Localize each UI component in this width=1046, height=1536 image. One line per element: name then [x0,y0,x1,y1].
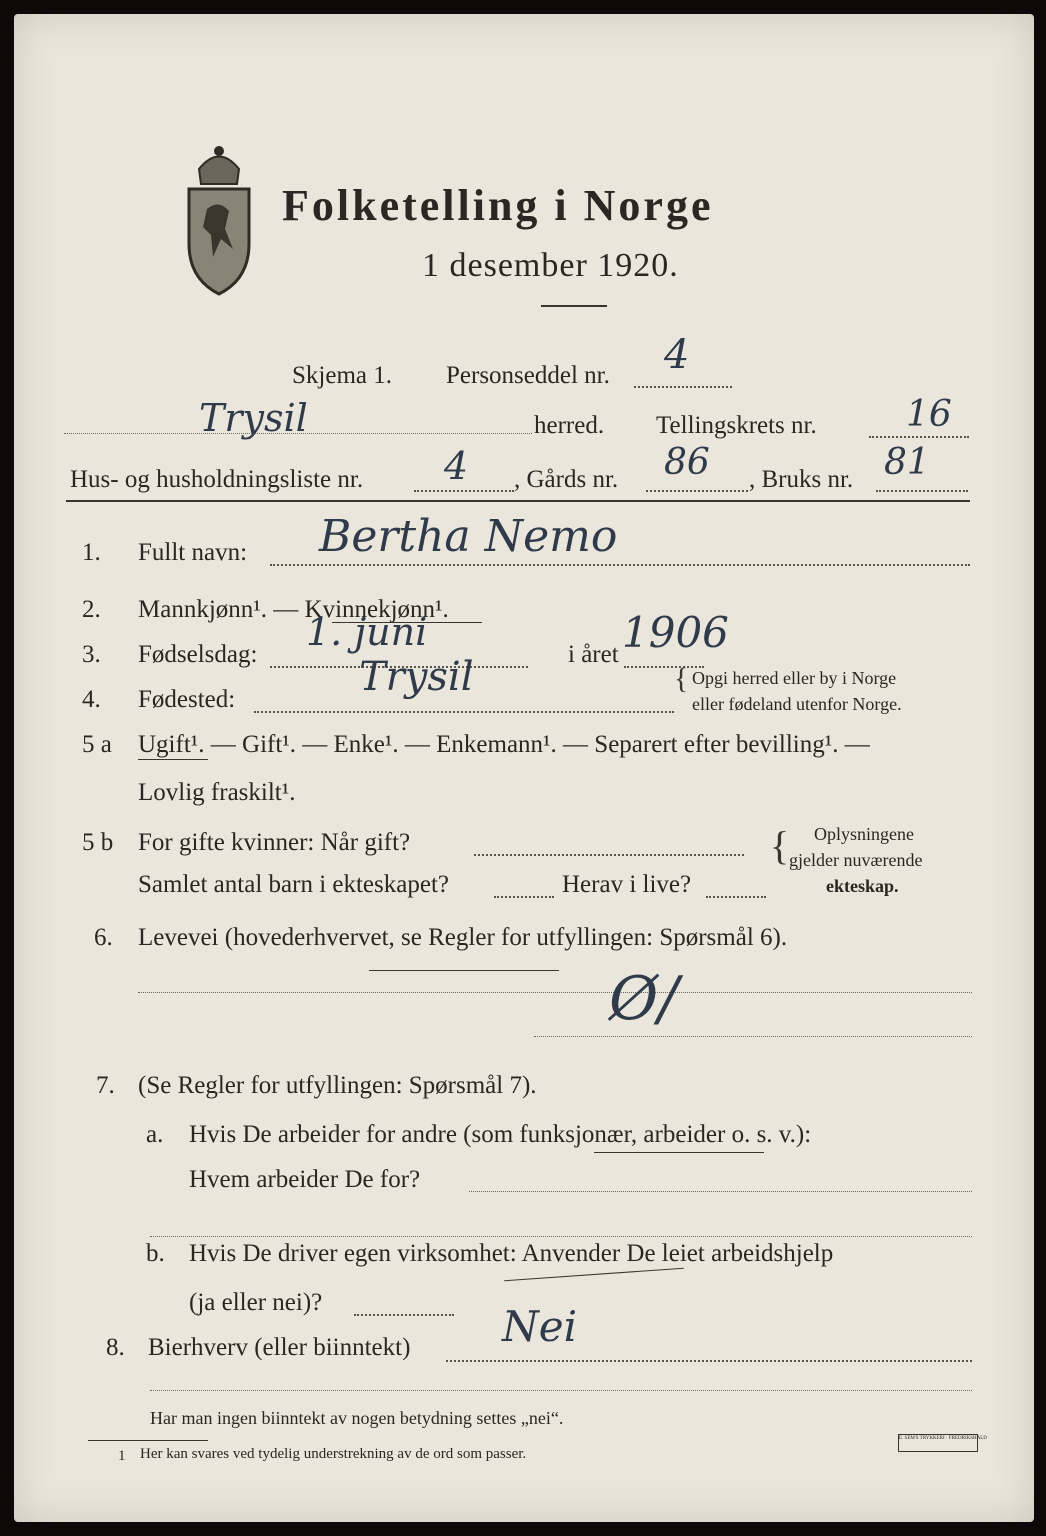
q5b-children-label: Samlet antal barn i ekteskapet? [138,871,449,898]
tellingskrets-line [869,436,969,438]
q2-number: 2. [82,596,101,623]
q5b-note-2: gjelder nuværende [789,850,923,870]
birthday-value[interactable]: 1. juni [306,610,428,654]
side-income-value[interactable]: Nei [502,1302,578,1351]
q6-number: 6. [94,924,113,951]
occupation-value[interactable]: Ø/ [609,964,679,1034]
children-line [494,896,554,898]
hus-label: Hus- og husholdningsliste nr. [70,466,364,493]
q8-number: 8. [106,1334,125,1361]
herred-line [64,433,532,434]
q5b-line-1: For gifte kvinner: Når gift? [138,829,411,856]
q1-line [270,564,970,566]
q5b-note-3: ekteskap. [826,876,899,896]
employer-line-2 [150,1236,972,1237]
hus-value[interactable]: 4 [444,444,469,488]
q5b-number: 5 b [82,829,114,856]
q3-number: 3. [82,641,101,668]
birth-year-value[interactable]: 1906 [622,608,729,657]
q7-text: (Se Regler for utfyllingen: Spørsmål 7). [138,1072,537,1099]
q4-number: 4. [82,686,101,713]
q5b-note-1: Oplysningene [814,824,914,844]
tellingskrets-value[interactable]: 16 [906,394,952,435]
q4-label: Fødested: [138,686,236,713]
q4-note-1: Opgi herred eller by i Norge [692,668,897,688]
birthplace-line [254,711,674,713]
q6-line-1 [138,992,972,993]
q6-line-2 [534,1036,972,1037]
year-label: i året [568,641,619,668]
q1-label: Fullt navn: [138,539,248,566]
q6-stroke [369,970,559,971]
q7a-text-2: Hvem arbeider De for? [189,1166,421,1193]
personseddel-line [634,386,732,388]
q4-note-2: eller fødeland utenfor Norge. [692,694,902,714]
bruks-label: , Bruks nr. [749,466,854,493]
footnote-rule [88,1440,208,1441]
tellingskrets-label: Tellingskrets nr. [656,412,817,439]
gards-value[interactable]: 86 [664,442,710,483]
gards-line [646,490,748,492]
ugift-underline [138,759,208,760]
q3-label: Fødselsdag: [138,641,258,668]
q7b-stroke [504,1268,684,1282]
side-income-line [446,1360,972,1362]
herred-label: herred. [534,412,605,439]
footnote-text: Her kan svares ved tydelig understrekning av de ord som passer. [140,1446,527,1462]
printer-stamp: E. SEM'S TRYKKERI · FREDRIKSHALD [898,1434,978,1452]
gender-options[interactable]: Mannkjønn¹. — Kvinnekjønn¹. [138,596,449,623]
q4-brace: { [674,662,689,695]
title-divider [541,305,607,307]
q7a-text: Hvis De arbeider for andre (som funksjonær, arbeider o. s. v.): [189,1121,812,1148]
civil-status-options[interactable]: Ugift¹. — Gift¹. — Enke¹. — Enkemann¹. — Separert efter bevilling¹. — [138,731,870,758]
side-income-line-2 [150,1390,972,1391]
gards-label: , Gårds nr. [514,466,619,493]
q5a-number: 5 a [82,731,112,758]
q8-label: Bierhverv (eller biinntekt) [148,1334,411,1361]
census-form-page [14,14,1034,1522]
footer-note: Har man ingen biinntekt av nogen betydning settes „nei“. [150,1408,564,1428]
full-name-value[interactable]: Bertha Nemo [319,511,618,562]
q6-text: Levevei (hovederhvervet, se Regler for utfyllingen: Spørsmål 6). [138,924,788,951]
personseddel-value[interactable]: 4 [664,332,690,378]
q7b-text: Hvis De driver egen virksomhet: Anvender De leiet arbeidshjelp [189,1240,834,1267]
form-date: 1 desember 1920. [422,247,679,284]
q7b-text-2: (ja eller nei)? [189,1289,323,1316]
q5b-alive-label: Herav i live? [562,871,692,898]
form-title: Folketelling i Norge [282,181,714,230]
birthplace-value[interactable]: Trysil [359,654,474,700]
q7-number: 7. [96,1072,115,1099]
q1-number: 1. [82,539,101,566]
bruks-value[interactable]: 81 [884,442,930,483]
herred-value[interactable]: Trysil [199,396,308,440]
hired-help-line [354,1314,454,1316]
civil-status-options-2[interactable]: Lovlig fraskilt¹. [138,779,296,806]
employer-line [469,1191,972,1192]
skjema-label: Skjema 1. [292,362,392,389]
q7a-stroke [594,1152,764,1153]
header-rule [66,500,970,502]
q7b-letter: b. [146,1240,165,1267]
q5b-brace: { [770,823,790,868]
married-date-line [474,854,744,856]
hus-line [414,490,514,492]
bruks-line [876,490,968,492]
coat-of-arms-icon [179,139,259,299]
q7a-letter: a. [146,1121,164,1148]
alive-line [706,896,766,898]
footnote-number: 1 [118,1448,126,1464]
personseddel-label: Personseddel nr. [446,362,610,389]
